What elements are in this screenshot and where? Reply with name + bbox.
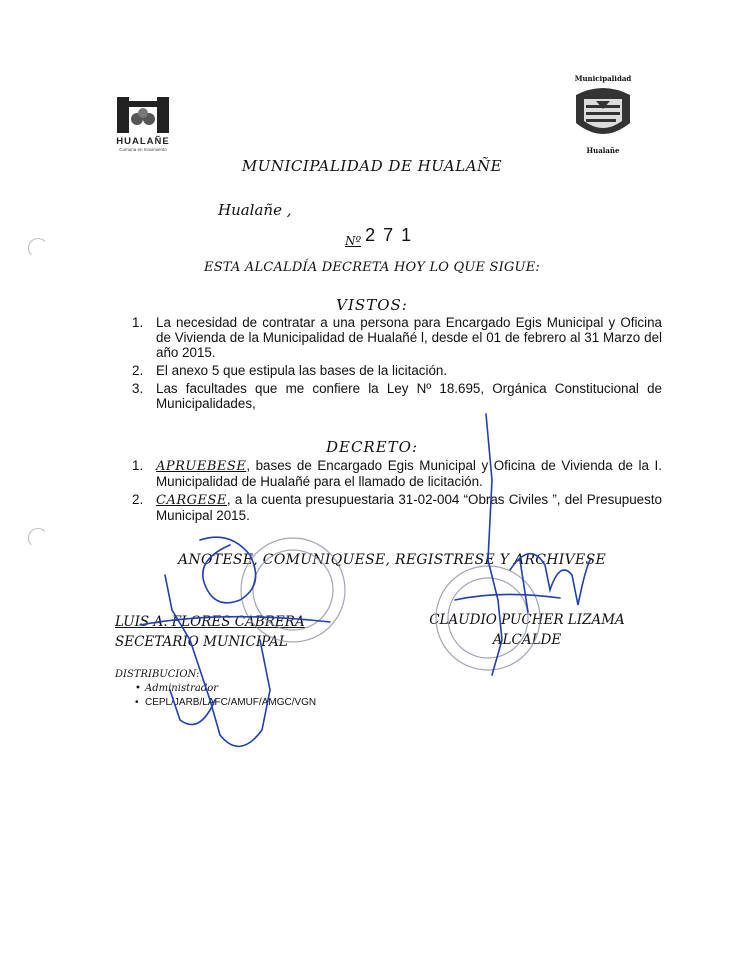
- list-item: 3. Las facultades que me confiere la Ley Nº 18.695, Orgánica Constitucional de Municipalidades,: [132, 381, 662, 411]
- list-item: • Administrador: [115, 682, 316, 696]
- coat-arc-text: Municipalidad: [574, 74, 632, 83]
- signer-role: ALCALDE: [492, 632, 562, 648]
- decreto-title: DECRETO:: [325, 438, 419, 456]
- coat-bottom-text: Hualañe: [586, 146, 620, 155]
- closing-line: ANOTESE, COMUNIQUESE, REGISTRESE Y ARCHIVESE: [178, 552, 606, 568]
- punch-hole: [28, 528, 48, 548]
- decree-number: [345, 225, 419, 248]
- signer-name: CLAUDIO PUCHER LIZAMA: [429, 612, 625, 628]
- page-title: MUNICIPALIDAD DE HUALAÑE: [241, 157, 503, 175]
- keyword: CARGESE: [156, 493, 227, 508]
- distribution-label: DISTRIBUCION:: [115, 669, 200, 680]
- distribution-list: [115, 682, 316, 710]
- distribution: [115, 668, 316, 710]
- place-date: Hualañe ,: [218, 201, 292, 219]
- logo-name: HUALAÑE: [116, 136, 170, 147]
- logo-tagline: Comuna en movimiento: [119, 147, 167, 152]
- decreto-list: [132, 458, 662, 526]
- list-item: 1. APRUEBESE, bases de Encargado Egis Municipal y Oficina de Vivienda de la I. Municipalidad de Hualañé para el llamado de licitación.: [132, 458, 662, 489]
- signer-role: SECETARIO MUNICIPAL: [115, 634, 288, 650]
- decree-intro: ESTA ALCALDÍA DECRETA HOY LO QUE SIGUE:: [204, 260, 540, 275]
- number-value: 271: [365, 225, 420, 245]
- list-item: • CEPL/JARB/LAFC/AMUF/AMGC/VGN: [115, 696, 316, 710]
- coat-of-arms: [568, 74, 638, 156]
- list-item: 2. CARGESE, a la cuenta presupuestaria 31-02-004 “Obras Civiles ”, del Presupuesto Municipal 2015.: [132, 492, 662, 523]
- keyword: APRUEBESE: [156, 459, 247, 474]
- h-logo-icon: [113, 95, 173, 135]
- signer-name: LUIS A. FLORES CABRERA: [115, 614, 305, 630]
- signature-left: [115, 612, 305, 652]
- vistos-title: VISTOS:: [336, 296, 408, 314]
- number-label: Nº: [345, 234, 362, 248]
- coat-of-arms-icon: [568, 83, 638, 143]
- signature-right: [412, 610, 642, 650]
- punch-hole: [28, 238, 48, 258]
- list-item: 2. El anexo 5 que estipula las bases de la licitación.: [132, 363, 448, 378]
- list-item: 1. La necesidad de contratar a una persona para Encargado Egis Municipal y Oficina de Vivienda de la Municipalidad de Hualañé l, desde el 01 de febrero al 31 Marzo del año 2015.: [132, 315, 662, 360]
- vistos-list: [132, 315, 662, 414]
